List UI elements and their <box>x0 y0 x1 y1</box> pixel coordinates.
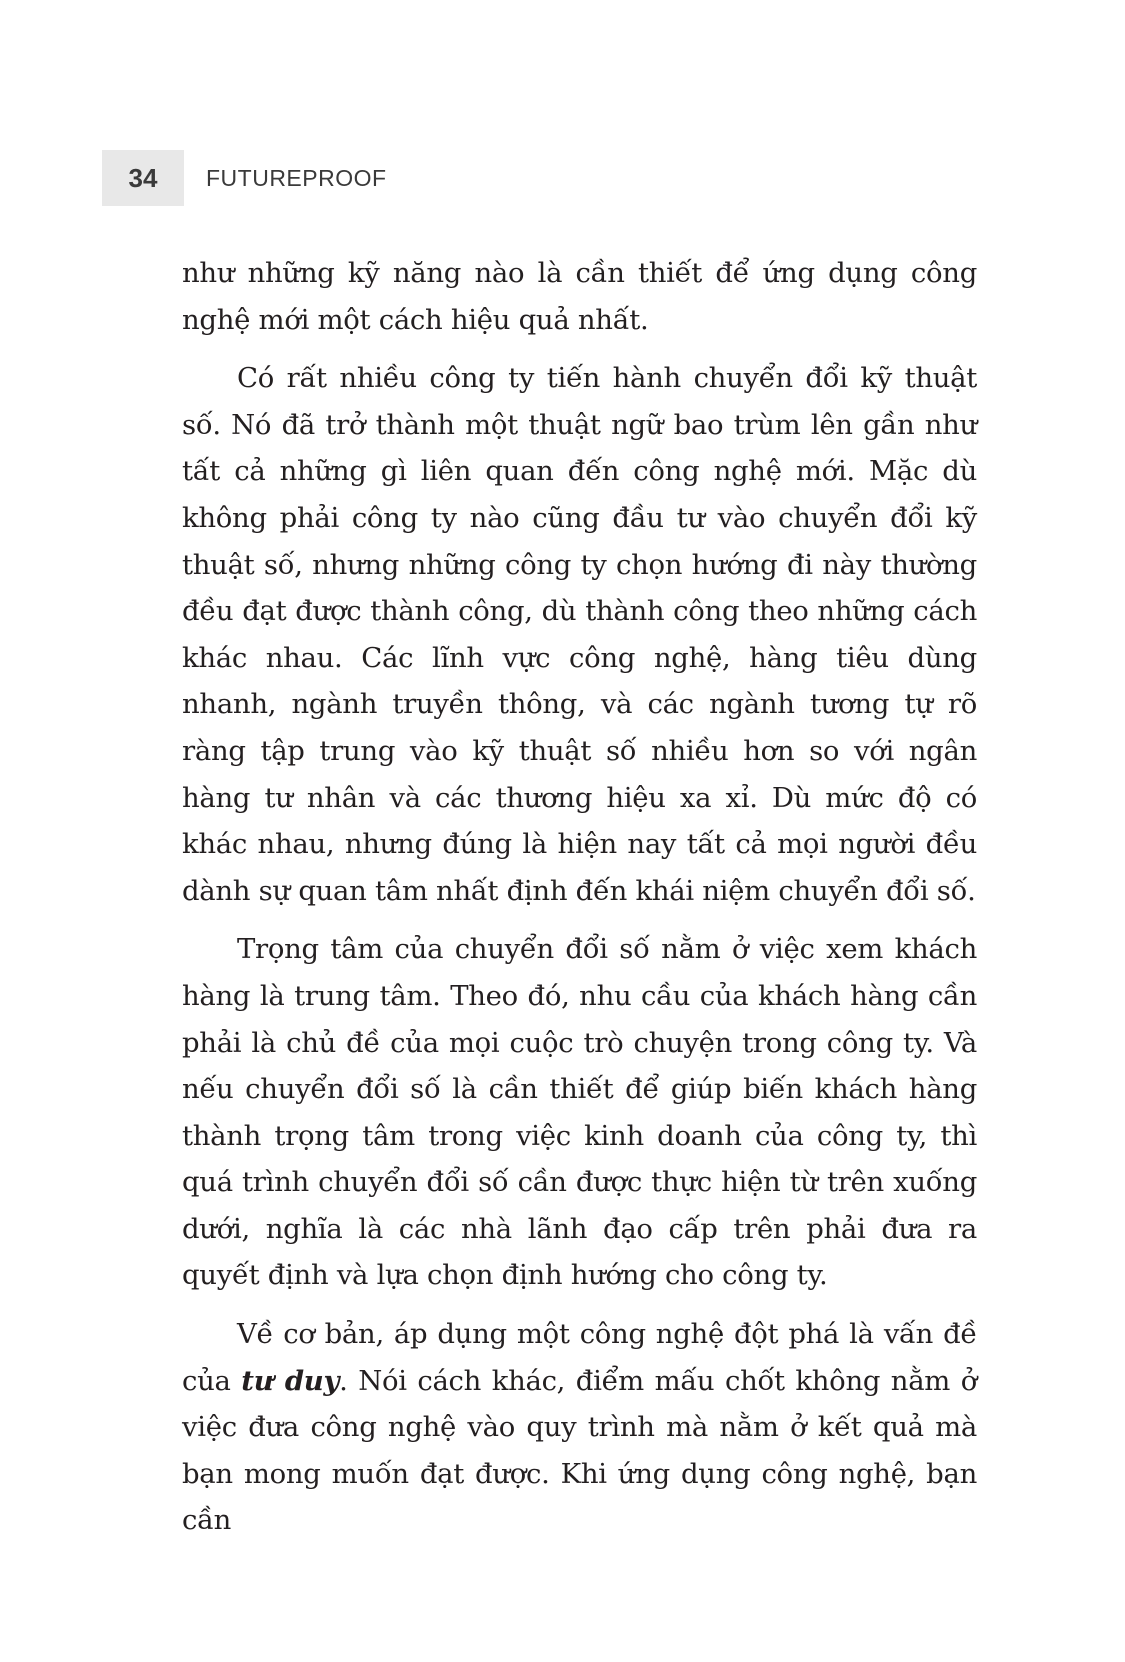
page-header <box>102 150 387 206</box>
paragraph-2: Có rất nhiều công ty tiến hành chuyển đổi kỹ thuật số. Nó đã trở thành một thuật ngữ bao trùm lên gần như tất cả những gì liên quan đến công nghệ mới. Mặc dù không phải công ty nào cũng đầu tư vào chuyển đổi kỹ thuật số, nhưng những công ty chọn hướng đi này thường đều đạt được thành công, dù thành công theo những cách khác nhau. Các lĩnh vực công nghệ, hàng tiêu dùng nhanh, ngành truyền thông, và các ngành tương tự rõ ràng tập trung vào kỹ thuật số nhiều hơn so với ngân hàng tư nhân và các thương hiệu xa xỉ. Dù mức độ có khác nhau, nhưng đúng là hiện nay tất cả mọi người đều dành sự quan tâm nhất định đến khái niệm chuyển đổi số. <box>182 362 977 907</box>
emphasis-term: tư duy <box>241 1364 340 1397</box>
paragraph-4 <box>182 1311 977 1544</box>
paragraph-1: như những kỹ năng nào là cần thiết để ứng dụng công nghệ mới một cách hiệu quả nhất. <box>182 257 977 336</box>
paragraph-4-after: . Nói cách khác, điểm mấu chốt không nằm ở việc đưa công nghệ vào quy trình mà nằm ở kết quả mà bạn mong muốn đạt được. Khi ứng dụng công nghệ, bạn cần <box>182 1364 977 1537</box>
running-title: FUTUREPROOF <box>206 164 387 191</box>
body-text <box>182 250 977 1556</box>
page-number: 34 <box>102 150 184 206</box>
paragraph-4-before: Về cơ bản, áp dụng một công nghệ đột phá là vấn đề của <box>182 1318 977 1397</box>
paragraph-3: Trọng tâm của chuyển đổi số nằm ở việc xem khách hàng là trung tâm. Theo đó, nhu cầu của khách hàng cần phải là chủ đề của mọi cuộc trò chuyện trong công ty. Và nếu chuyển đổi số là cần thiết để giúp biến khách hàng thành trọng tâm trong việc kinh doanh của công ty, thì quá trình chuyển đổi số cần được thực hiện từ trên xuống dưới, nghĩa là các nhà lãnh đạo cấp trên phải đưa ra quyết định và lựa chọn định hướng cho công ty. <box>182 933 977 1292</box>
